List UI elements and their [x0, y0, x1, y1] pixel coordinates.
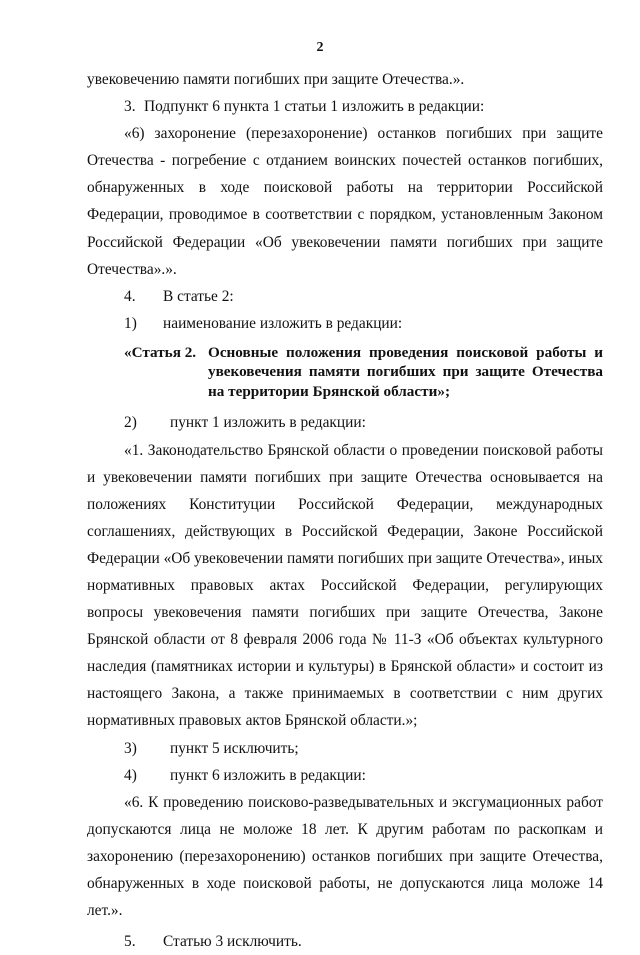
list-item-1: [87, 310, 603, 337]
list-item-number: 3): [124, 739, 137, 757]
page-number: 2: [316, 40, 324, 55]
article-heading: [87, 343, 603, 402]
list-item-text: пункт 1 изложить в редакции:: [170, 414, 366, 432]
article-heading-text: Основные положения проведения поисковой работы и увековечения памяти погибших при защите Отечества на территории Брянской области»;: [208, 343, 603, 400]
list-item-4: [87, 283, 603, 310]
list-item-text: пункт 6 изложить в редакции:: [170, 766, 366, 784]
list-item-4b: [87, 762, 603, 789]
list-item-number: 5.: [124, 933, 136, 951]
list-item-text: Статью 3 исключить.: [163, 933, 302, 951]
paragraph-point-1: «1. Законодательство Брянской области о проведении поисковой работы и увековечении памяти погибших при защите Отечества основывается на положениях Конституции Российской Федерации, международных соглашениях, действующих в Российской Федерации, Законе Российской Федерации «Об увековечении памяти погибших при защите Отечества», иных нормативных правовых актах Российской Федерации, регулирующих вопросы увековечения памяти погибших при защите Отечества, Законе Брянской области от 8 февраля 2006 года № 11-З «Об объектах культурного наследия (памятниках истории и культуры) в Брянской области» и состоит из настоящего Закона, а также принимаемых в соответствии с ним других нормативных правовых актов Брянской области.»;: [87, 441, 603, 730]
paragraph-subpoint-6: «6) захоронение (перезахоронение) останков погибших при защите Отечества - погребение с отданием воинских почестей останков погибших, обнаруженных в ходе поисковой работы на территории Российской Федерации, проводимое в соответствии с порядком, установленным Законом Российской Федерации «Об увековечении памяти погибших при защите Отечества».».: [87, 125, 603, 278]
list-item-number: 4.: [124, 287, 136, 305]
list-item-number: 3.: [124, 98, 136, 116]
paragraph-point-6: «6. К проведению поисково-разведывательных и эксгумационных работ допускаются лица не моложе 18 лет. К другим работам по раскопкам и захоронению (перезахоронению) останков погибших при защите Отечества, обнаруженных в ходе поисковой работы, не допускаются лица моложе 14 лет.».: [87, 793, 603, 920]
paragraph-continuation: увековечению памяти погибших при защите Отечества.».: [87, 71, 465, 88]
list-item-text: наименование изложить в редакции:: [163, 314, 403, 332]
list-item-3b: [87, 735, 603, 762]
list-item-number: 1): [124, 314, 137, 332]
document-body: [87, 66, 603, 955]
list-item-5: [87, 928, 603, 955]
list-item-2: [87, 409, 603, 436]
list-item-text: Подпункт 6 пункта 1 статьи 1 изложить в редакции:: [144, 98, 485, 116]
list-item-text: пункт 5 исключить;: [170, 739, 299, 757]
list-item-number: 2): [124, 414, 137, 432]
article-heading-number: «Статья 2.: [124, 343, 197, 361]
list-item-number: 4): [124, 766, 137, 784]
list-item-text: В статье 2:: [163, 287, 234, 305]
list-item-3: [87, 93, 603, 120]
